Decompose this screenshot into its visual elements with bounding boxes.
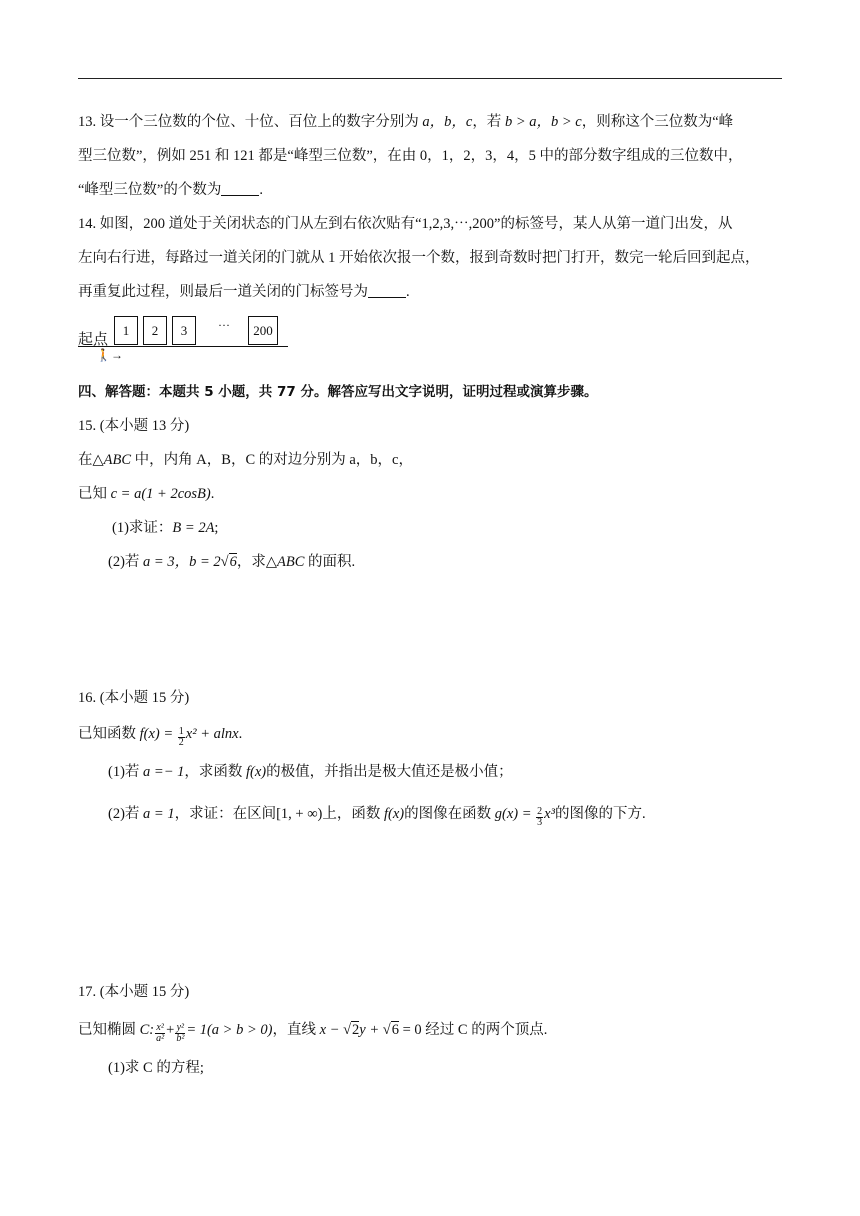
q16-text: 已知函数 (78, 726, 140, 742)
q14-line1: 14. 如图，200 道处于关闭状态的门从左到右依次贴有“1,2,3,⋯,200”的标签号，某人从第一道门出发，从 (78, 216, 733, 232)
walker-icon: 🚶→ (96, 348, 123, 362)
door-1: 1 (114, 316, 138, 345)
door-2: 2 (143, 316, 167, 345)
fraction-y2-b2 (175, 1023, 185, 1044)
q13-text: 13. 设一个三位数的个位、十位、百位上的数字分别为 (78, 114, 419, 130)
fraction-two-thirds (536, 807, 543, 828)
q16-text: (1)若 (108, 764, 144, 780)
q17-formula: y + (359, 1022, 383, 1038)
q15-text: 中，内角 A，B，C 的对边分别为 a，b，c， (131, 452, 413, 468)
q15-line1 (78, 450, 413, 470)
frac-num: 2 (537, 806, 543, 817)
q16-formula: f(x) (246, 764, 267, 780)
q15-text: (1)求证： (112, 520, 173, 536)
q16-formula: x² + alnx (185, 726, 239, 742)
door-ellipsis: ··· (218, 318, 230, 332)
q15-text: ，求△ (236, 554, 277, 570)
frac-num: x² (156, 1022, 164, 1033)
start-label: 起点 (78, 330, 109, 348)
q15-text: 在△ (78, 452, 104, 468)
fraction-half (178, 727, 185, 748)
q15-text: . (210, 486, 215, 502)
q13-line3 (78, 180, 263, 200)
q13-text: “峰型三位数”的个数为 (78, 182, 222, 198)
q13-line2: 型三位数”，例如 251 和 121 都是“峰型三位数”，在由 0，1，2，3，4，5 中的部分数字组成的三位数中， (78, 148, 743, 164)
q15-text: 已知 (78, 486, 111, 502)
q16-text: (2)若 (108, 806, 144, 822)
q16-part1 (108, 762, 513, 782)
q16-text: . (238, 726, 243, 742)
q15-text: (2)若 (108, 554, 144, 570)
triangle-abc: ABC (277, 554, 305, 570)
triangle-abc: ABC (103, 452, 132, 468)
q13-text: ，若 (472, 114, 502, 130)
q17-formula: = 0 (398, 1022, 422, 1038)
q15-formula: a = 3，b = 2 (143, 554, 221, 570)
section-heading: 四、解答题：本题共 5 小题，共 77 分。解答应写出文字说明，证明过程或演算步骤。 (78, 384, 598, 400)
sqrt-radicand: 2 (352, 1022, 360, 1038)
q13-text: . (259, 182, 263, 198)
q15-formula: c = a(1 + 2cosB) (110, 486, 211, 502)
q14-text: . (406, 284, 410, 300)
fraction-x2-a2 (155, 1023, 165, 1044)
q15-text: ; (214, 520, 219, 536)
q16-text: ，求函数 (184, 764, 246, 780)
ground-line (78, 346, 288, 347)
q17-part1: (1)求 C 的方程; (108, 1060, 204, 1076)
sqrt-radicand: 6 (391, 1022, 399, 1038)
q16-text: ，求证：在区间 (174, 806, 277, 822)
frac-den: a² (156, 1033, 165, 1044)
q13-condition: b > a，b > c (504, 114, 582, 130)
q14-line3 (78, 282, 410, 302)
door-3: 3 (172, 316, 196, 345)
q17-title: 17. (本小题 15 分) (78, 984, 190, 1000)
q14-line2: 左向右行进，每路过一道关闭的门就从 1 开始依次报一个数，报到奇数时把门打开，数完一轮后回到起点， (78, 250, 760, 266)
q16-formula: f(x) (384, 806, 405, 822)
q15-text: 的面积. (304, 554, 356, 570)
frac-den: b² (176, 1033, 185, 1044)
answer-blank[interactable] (368, 283, 406, 298)
q17-text: 经过 C 的两个顶点. (421, 1022, 548, 1038)
q15-title: 15. (本小题 13 分) (78, 418, 190, 434)
q15-line2 (78, 484, 214, 504)
q17-text: 已知椭圆 (78, 1022, 140, 1038)
q16-formula: a = 1 (143, 806, 175, 822)
q13-line1 (78, 112, 733, 132)
q16-formula: g(x) = (494, 806, 536, 822)
interval: [1, + ∞) (276, 806, 323, 822)
q16-formula: f(x) = (139, 726, 177, 742)
frac-den: 3 (537, 817, 543, 828)
q16-line1 (78, 724, 242, 748)
q16-formula: x³ (544, 806, 555, 822)
q16-formula: a =− 1 (143, 764, 185, 780)
q17-formula: C: (139, 1022, 155, 1038)
q14-text: 再重复此过程，则最后一道关闭的门标签号为 (78, 284, 368, 300)
q15-part2: (2)若 a = 3，b = 2√6，求△ABC 的面积. (108, 554, 356, 570)
q16-text: 上，函数 (322, 806, 385, 822)
q13-vars: a，b，c (422, 114, 473, 130)
door-diagram (78, 316, 290, 364)
q16-text: 的图像的下方. (554, 806, 646, 822)
q15-part1 (112, 518, 218, 538)
q17-text: ，直线 (272, 1022, 320, 1038)
frac-num: y² (176, 1022, 185, 1033)
frac-num: 1 (178, 726, 184, 737)
sqrt-radicand: 6 (229, 554, 237, 570)
header-rule (78, 78, 782, 79)
q17-formula: = 1(a > b > 0) (186, 1022, 273, 1038)
q15-formula: B = 2A (172, 520, 215, 536)
q17-line1: 已知椭圆 C: $\frac{\text{x²}}{\text{a²}}$ + $\frac{\text{y²}}{\text{b²}}$ = 1(a > b > 0)，直线 x − √2y + √6 = 0 经过 C 的两个顶点. (78, 1022, 548, 1044)
q13-text: ，则称这个三位数为“峰 (581, 114, 734, 130)
q17-formula: x − (319, 1022, 344, 1038)
q16-part2 (108, 804, 646, 828)
q16-text: 的极值，并指出是极大值还是极小值； (266, 764, 513, 780)
door-200: 200 (248, 316, 278, 345)
answer-blank[interactable] (221, 181, 259, 196)
frac-den: 2 (178, 737, 184, 748)
q16-title: 16. (本小题 15 分) (78, 690, 190, 706)
q16-text: 的图像在函数 (404, 806, 495, 822)
